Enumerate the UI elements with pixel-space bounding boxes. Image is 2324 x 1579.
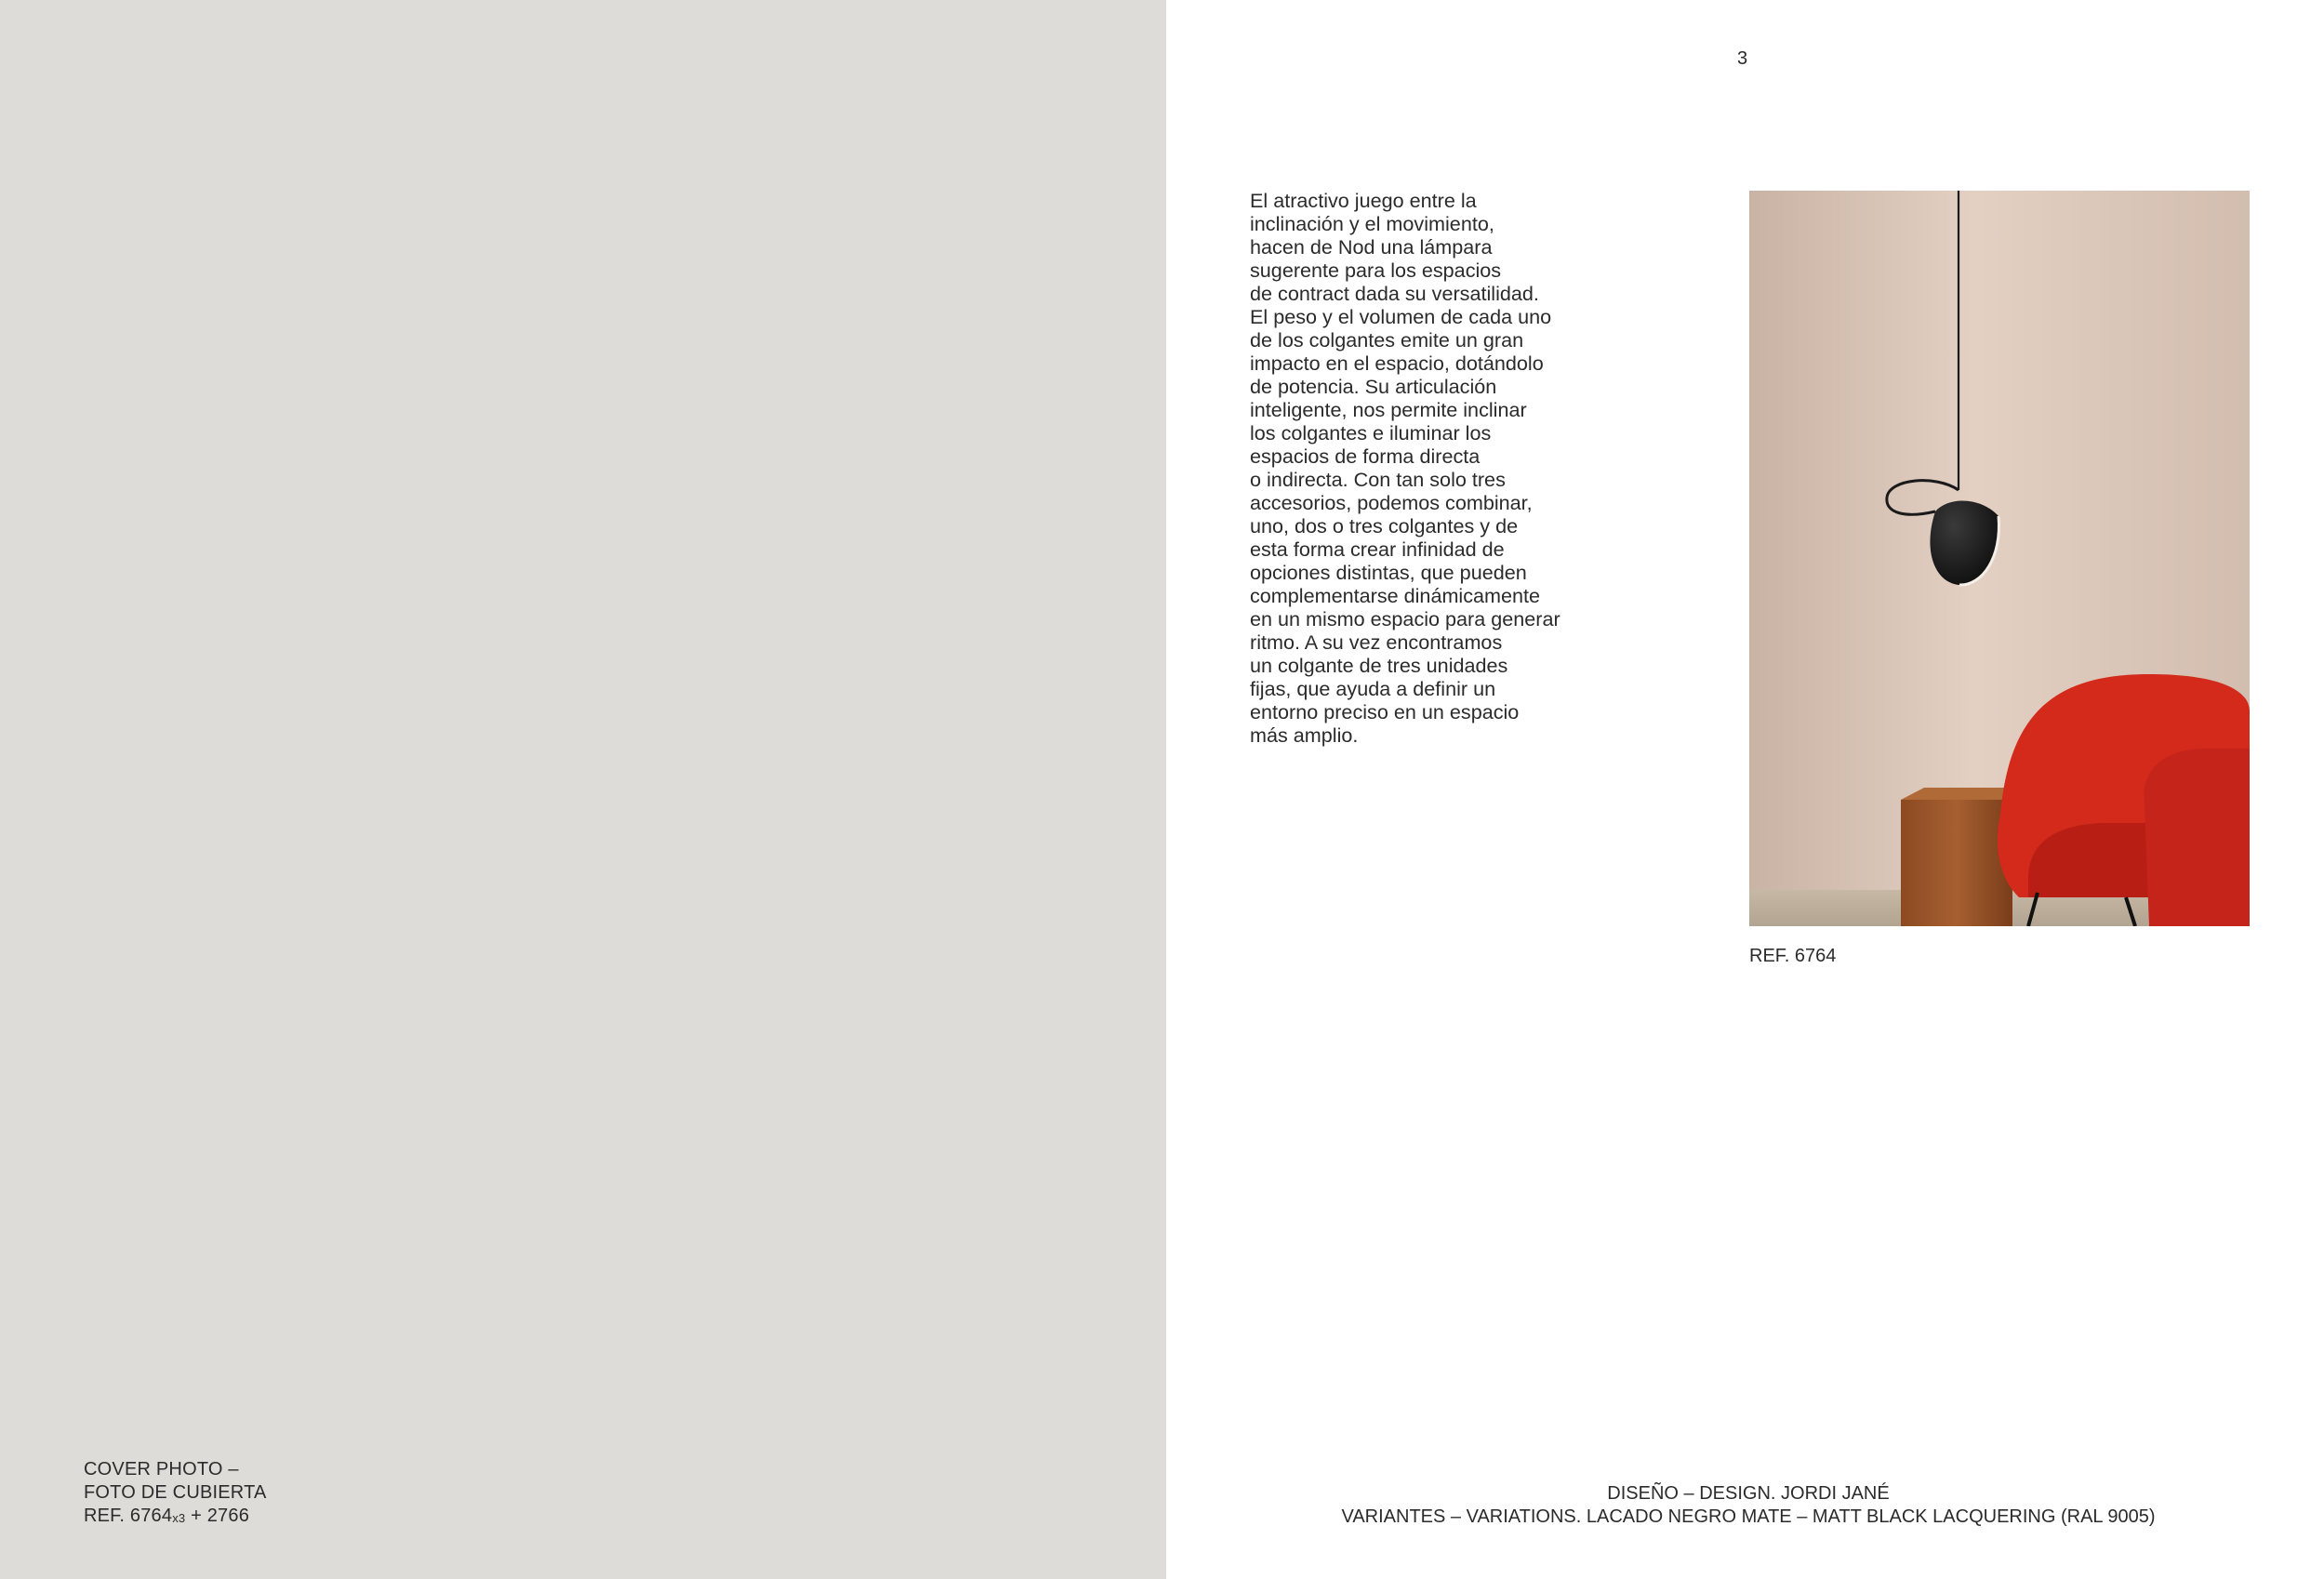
red-armchair-arm <box>2144 749 2250 926</box>
body-text: El atractivo juego entre la inclinación y el movimiento, hacen de Nod una lámpara sugerente para los espacios de contract dada su versatilidad. El peso y el volumen de cada uno de los colgantes emite un gran impacto en el espacio, dotándolo de potencia. Su articulación inteligente, nos permite inclinar los colgantes e iluminar los espacios de forma directa o indirecta. Con tan solo tres accesorios, podemos combinar, uno, dos o tres colgantes y de esta forma crear infinidad de opciones distintas, que pueden complementarse dinámicamente en un mismo espacio para generar ritmo. A su vez encontramos un colgante de tres unidades fijas, que ayuda a definir un entorno preciso en un espacio más amplio. <box>1250 189 1560 747</box>
wooden-side-table <box>1901 800 2012 926</box>
cover-ref-prefix: REF. 6764 <box>84 1506 173 1526</box>
design-credit-line: DISEÑO – DESIGN. JORDI JANÉ <box>1607 1483 1890 1504</box>
cover-ref-suffix: + 2766 <box>185 1506 250 1526</box>
cover-photo-credit <box>84 1458 267 1530</box>
cover-credit-line-1: COVER PHOTO – <box>84 1459 239 1479</box>
pendant-lamp-and-red-armchair-photo <box>1749 191 2250 926</box>
cover-ref-multiplier: x3 <box>172 1511 186 1525</box>
cover-credit-line-2: FOTO DE CUBIERTA <box>84 1482 267 1503</box>
cover-credit-ref <box>84 1505 267 1530</box>
variants-line: VARIANTES – VARIATIONS. LACADO NEGRO MATE – MATT BLACK LACQUERING (RAL 9005) <box>1341 1506 2156 1527</box>
page-number: 3 <box>1737 48 1748 69</box>
product-photo <box>1749 191 2250 926</box>
design-credits-footer <box>1209 1482 2288 1529</box>
photo-reference: REF. 6764 <box>1749 946 1837 966</box>
